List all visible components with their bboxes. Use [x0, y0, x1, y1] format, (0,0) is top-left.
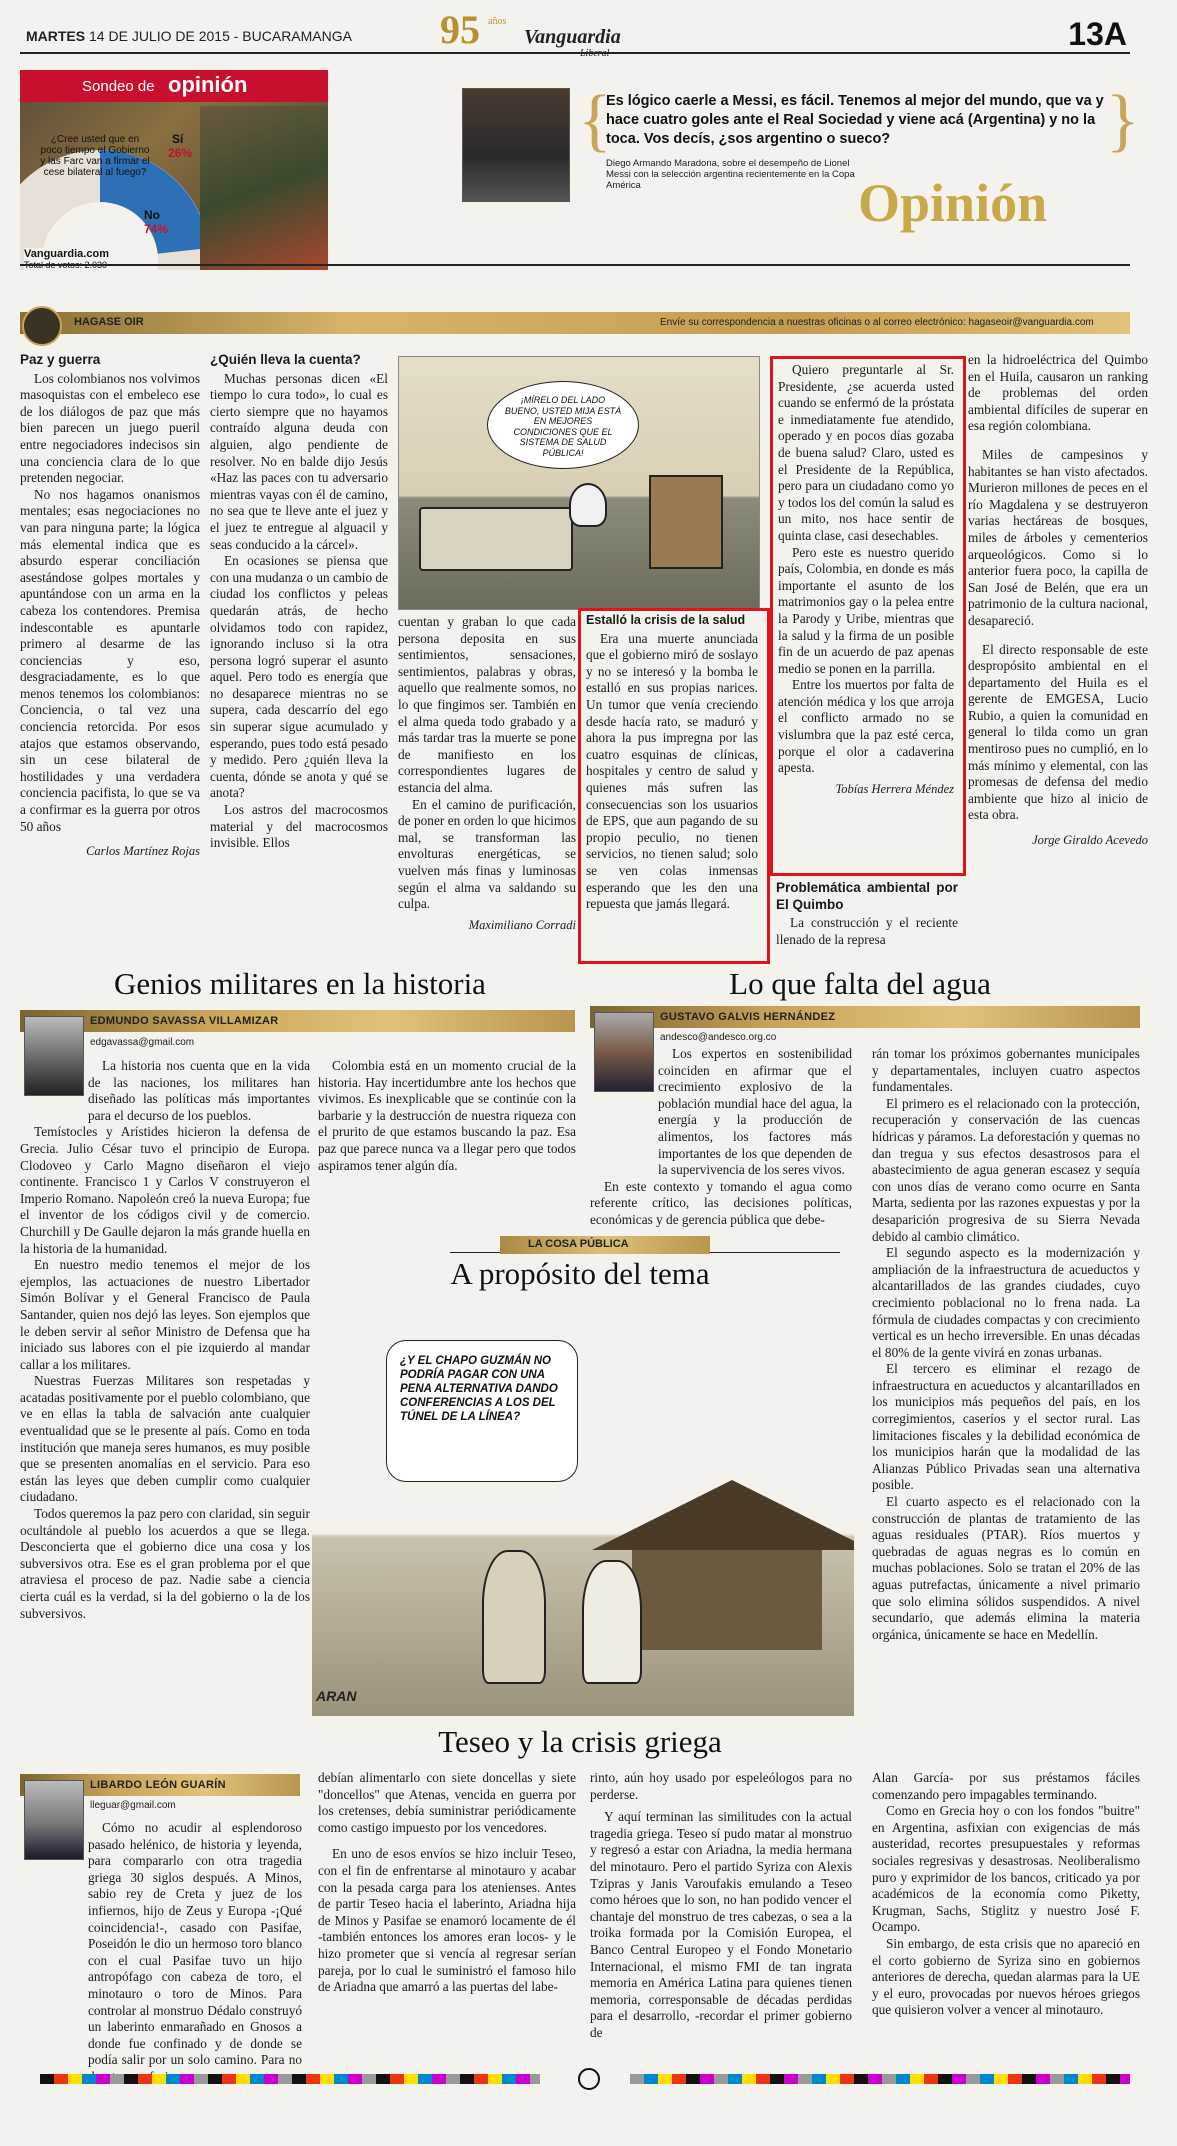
letter-paz-p1: Los colombianos nos volvimos masoquistas con el embeleco ese de los diálogos de paz que más bien parecen un juego pueril entre negociadores indecisos sin una conciencia clara de lo que pretenden negociar.	[20, 370, 200, 486]
letter-presidente-p3: Entre los muertos por falta de atención médica y los que arroja el conflicto armado no se vislumbra que la paz esté cerca, porque el olor a cadaverina apesta.	[778, 677, 954, 776]
teseo-col3-p2: Y aquí terminan las similitudes con la actual tragedia griega. Teseo sí pudo matar al monstruo y regresó a estar con Ariadna, la media hermana del minotauro. Pero el partido Syriza con Alexis Tzipras y Janis Varoufakis emulando a Teseo como héroes que lo son, no han podido vencer el chantaje del monstruo de tres cabezas, o sea a la troika formada por la Comisión Europea, el Banco Central Europeo y el Fondo Monetario Internacional, el mismo FMI de tan ingrata memoria en América Latina para quienes tienen memoria, corresponsable de décadas perdidas para el desarrollo, -recordar el primer gobierno de	[590, 1809, 852, 2040]
cartoon-chapo-person-left	[482, 1550, 546, 1684]
cartoon-salud-figure	[569, 483, 607, 527]
cartoon-chapo	[312, 1310, 854, 1716]
cartoon-salud	[398, 356, 760, 610]
hagase-oir-contact: Envíe su correspondencia a nuestras oficinas o al correo electrónico: hagaseoir@vanguardia.com	[660, 317, 1094, 328]
teseo-author-email: lleguar@gmail.com	[90, 1800, 176, 1811]
cartoon-chapo-person-right	[582, 1560, 642, 1684]
letter-quien-p2: En ocasiones se piensa que con una mudanza o un cambio de ciudad los conflictos y peleas quedarán atrás, de hecho olvidamos todo con rapidez, ignorando incluso si la otra persona logró superar el asunto aquel. Pero todo es energía que no desaparece mientras no se supera, cada descarrío del ego sin superar sigue acumulado y esperando, pues todo está pesado y medido. Pero ¿quién lleva la cuenta, dónde se anota y qué se anota?	[210, 553, 388, 801]
print-color-bar-right	[630, 2074, 1130, 2084]
logo-name: Vanguardia	[524, 26, 621, 48]
cosa-publica-label: LA COSA PÚBLICA	[528, 1238, 629, 1250]
poll-question: ¿Cree usted que en poco tiempo el Gobierno y las Farc van a firmar el cese bilateral al fuego?	[40, 134, 150, 178]
letter-paz-p2: No nos hagamos onanismos mentales; esas negociaciones no van para ninguna parte; la lógica más elemental indica que es absurdo esperar conciliación asestándose golpes mortales y apuntándose con un arma en la cabeza los contendores. Premisa indescontable es apuntarle primero al desarme de las conciencias y eso, desgraciadamente, es lo que menos tenemos los colombianos: Conciencia, o tal vez una conciencia retorcida. Por esos atajos que estamos observando, sin un cese bilateral de hostilidades y una verdadera conciencia pacifista, lo que se va a confirmar es la guerra por otros 50 años	[20, 486, 200, 834]
teseo-column-3	[590, 1770, 852, 2042]
logo-years: 95	[440, 7, 480, 52]
genios-column-1	[20, 1058, 310, 1622]
quote-text: Es lógico caerle a Messi, es fácil. Tenemos al mejor del mundo, que va y hace cuatro goles ante el Real Sociedad y viene acá (Argentina) y no la toca. Vos decís, ¿sos argentino o sueco?	[606, 93, 1104, 147]
page-number: 13A	[1068, 16, 1127, 52]
agua-col2-p1: rán tomar los próximos gobernantes municipales y departamentales, incluyen cuatro aspectos fundamentales.	[872, 1046, 1140, 1095]
poll-label-small: Sondeo de	[82, 78, 155, 95]
header-rule	[20, 52, 1130, 54]
header-date	[26, 28, 352, 44]
teseo-col2-p1: debían alimentarlo con siete doncellas y siete "doncellos" que Atenas, vencida en guerra por los cretenses, debía suministrar periódicamente como castigo impuesto por los vencedores.	[318, 1770, 576, 1835]
quote-attribution: Diego Armando Maradona, sobre el desempeño de Lionel Messi con la selección argentina recientemente en la Copa América	[606, 158, 855, 191]
agua-column-1	[590, 1046, 852, 1229]
letter-quimbo-signature: Jorge Giraldo Acevedo	[1032, 833, 1148, 848]
logo-anos: años	[488, 16, 507, 27]
letter-quimbo-cont-p1: en la hidroeléctrica del Quimbo en el Huila, causaron un ranking de problemas del orden ambiental difíciles de superar en esa región colombiana.	[968, 352, 1148, 434]
agua-col2-p4: El tercero es eliminar el rezago de infraestructura en acueductos y alcantarillados en los municipios más pequeños del país, en los corregimientos, caseríos y el sector rural. Las limitaciones fiscales y la debilidad económica de los municipios harán que la modalidad de las Alianzas Público Privadas sean una alternativa posible.	[872, 1361, 1140, 1493]
teseo-author-name: LIBARDO LEÓN GUARÍN	[90, 1779, 226, 1791]
section-rule	[20, 264, 1130, 266]
poll-no-value: 74%	[144, 222, 169, 236]
agua-title: Lo que falta del agua	[729, 966, 991, 1001]
teseo-col2-p2: En uno de esos envíos se hizo incluir Teseo, con el fin de enfrentarse al minotauro y acabar con la pesada carga para los atenienses. Antes de partir Teseo hacia el laberinto, Ariadna hija de Minos y Pasifae se enamoró locamente de él -también entonces los amores eran locos- y le hizo prometer que si vencía al regresar serían pareja, por lo cual le suministró el famoso hilo de Ariadna que amarró a las puertas del labe-	[318, 1846, 576, 1995]
letter-quimbo-cont-p2: Miles de campesinos y habitantes se han visto afectados. Murieron millones de peces en el río Magdalena y se destruyeron varias hectáreas de bosques, miles de árboles y cementerios arqueológicos. Como si lo anterior fuera poco, la capilla de San José de Belén, que era un patrimonio de la cultura nacional, desapareció.	[968, 446, 1148, 628]
registration-mark	[578, 2068, 600, 2090]
print-color-bar-left	[40, 2074, 540, 2084]
poll-yes-label: Sí	[172, 132, 184, 146]
letter-quimbo-heading: Problemática ambiental por El Quimbo	[776, 880, 958, 912]
cartoon-chapo-signature: ARAN	[316, 1688, 357, 1704]
letter-paz-signature: Carlos Martínez Rojas	[86, 844, 200, 859]
teseo-col4-p2: Como en Grecia hoy o con los fondos "buitre" en Argentina, asfixian con exigencias de más austeridad, recortes presupuestales y reformas sociales regresivas y desastrosas. Neoliberalismo puro y exprimidor de los bancos, criticado ya por académicos de la economía como Piketty, Krugman, Sachs, Stiglitz y nuestro José F. Ocampo.	[872, 1803, 1140, 1935]
teseo-column-1	[20, 1820, 302, 2086]
letter-presidente-p1: Quiero preguntarle al Sr. Presidente, ¿se acuerda usted cuando se enfermó de la próstata e inmediatamente fue atendido, operado y en pocos días gozaba de buena salud? Claro, usted es el Presidente de la República, pero para un ciudadano como yo y todos los del común la salud es un mito, nos hace sentir de quinta clase, casi desechables.	[778, 362, 954, 543]
letter-quimbo	[776, 880, 958, 948]
letter-presidente-signature: Tobías Herrera Méndez	[835, 781, 954, 796]
letter-quien-heading: ¿Quién lleva la cuenta?	[210, 352, 361, 367]
letter-salud-heading: Estalló la crisis de la salud	[586, 613, 746, 627]
cartoon-chapo-speech: ¿Y EL CHAPO GUZMÁN NO PODRÍA PAGAR CON UNA PENA ALTERNATIVA DANDO CONFERENCIAS A LOS DEL TÚNEL DE LA LÍNEA?	[400, 1355, 558, 1423]
genios-author-name: EDMUNDO SAVASSA VILLAMIZAR	[90, 1015, 279, 1027]
agua-col2-p3: El segundo aspecto es la modernización y ampliación de la infraestructura de acueductos y alcantarillados de las grandes ciudades, cuyo crecimiento poblacional no lo frena nada. La fórmula de ciudades compactas y con crecimiento vertical es un hecho irreversible. En unas décadas el 80% de la gente vivirá en zonas urbanas.	[872, 1245, 1140, 1360]
genios-col2-p1: Colombia está en un momento crucial de la historia. Hay incertidumbre ante los hechos que vivimos. Es inexplicable que se continúe con la barbarie y la destrucción de nuestra riqueza con el prurito de que estamos buscando la paz. Esa paz que parece nunca va a llegar pero que todos aspiramos tener algún día.	[318, 1058, 576, 1173]
maradona-photo	[462, 88, 570, 202]
letter-quimbo-p1: La construcción y el reciente llenado de la represa	[776, 915, 958, 947]
teseo-column-4	[872, 1770, 1140, 2019]
genios-p3: En nuestro medio tenemos el mejor de los ejemplos, las actuaciones de nuestro Libertador Simón Bolívar y el General Francisco de Paula Santander, quien nos dejó las leyes. Son ejemplos que le deben servir al señor Ministro de Defensa que ha iniciado sus labores con el pie izquierdo al mandar callar a los militares.	[20, 1257, 310, 1372]
poll-label-big: opinión	[168, 72, 248, 97]
letter-quien-continued	[398, 614, 576, 933]
teseo-col3-p1: rinto, aún hoy usado por espeleólogos para no perderse.	[590, 1770, 852, 1802]
genios-title: Genios militares en la historia	[114, 966, 486, 1001]
letter-estallo-salud	[586, 612, 758, 913]
agua-col2-p5: El cuarto aspecto es el relacionado con la construcción de plantas de tratamiento de las aguas residuales (PTAR). Ríos muertos y quebradas de aguas negras es lo común en muchas poblaciones. Solo se tratan el 20% de las aguas putrefactas, únicamente a nivel primario que solo elimina sólidos suspendidos. A nivel secundario, que además elimina la materia orgánica, únicamente se hace en Medellín.	[872, 1494, 1140, 1642]
agua-col2-p2: El primero es el relacionado con la protección, recuperación y conservación de las cuencas hídricas y páramos. La deforestación y quemas no dan tregua y sus efectos desastrosos para el abastecimiento de agua generan escasez y sequía con unos días de verano como ocurre en Santa Marta, sedienta por las razones expuestas y por la desaparición progresiva de su Sierra Nevada debido al cambio climático.	[872, 1095, 1140, 1244]
cartoon-salud-speech: ¡MÍRELO DEL LADO BUENO, USTED MIJA ESTÁ EN MEJORES CONDICIONES QUE EL SISTEMA DE SALUD PÚBLICA!	[504, 395, 622, 458]
header-date-text: MARTES 14 DE JULIO DE 2015 - BUCARAMANGA	[26, 28, 352, 44]
genios-p5: Todos queremos la paz pero con claridad, sin seguir ocultándole al pueblo los acuerdos a que se llega. Desconcierta que el gobierno dice una cosa y los subversivos otra. Ese es el gran problema por el que atraviesa el proceso de paz. Nadie sabe a ciencia cierta cuál es la verdad, si la del gobierno o la de los subversivos.	[20, 1506, 310, 1621]
agua-column-2	[872, 1046, 1140, 1643]
genios-p2: Temístocles y Arístides hicieron la defensa de Grecia. Julio César tuvo el principio de Europa. Clodoveo y Carlo Magno diseñaron el viejo continente. Francisco 1 y Carlos V construyeron el Imperio Romano. Napoleón creó la nueva Europa; fue el inventor de los códigos civil y de comercio. Churchill y De Gaulle dejaron la más grande huella en la historia de la humanidad.	[20, 1124, 310, 1256]
agua-p2: En este contexto y tomando el agua como referente crítico, las decisiones políticas, económicas y de gerencia pública que debe-	[590, 1178, 852, 1227]
letter-paz-y-guerra	[20, 352, 200, 860]
cartoon-chapo-roof	[592, 1480, 854, 1550]
teseo-column-2	[318, 1770, 576, 1996]
agua-author-name: GUSTAVO GALVIS HERNÁNDEZ	[660, 1011, 836, 1023]
hagase-oir-label: HAGASE OIR	[74, 316, 144, 328]
poll-site: Vanguardia.com	[24, 248, 109, 260]
letter-paz-heading: Paz y guerra	[20, 352, 101, 367]
poll-box	[20, 70, 328, 270]
header-date-weekday: MARTES	[26, 28, 86, 44]
teseo-title: Teseo y la crisis griega	[438, 1724, 722, 1759]
cartoon-salud-table	[649, 475, 723, 569]
letter-quimbo-continued	[968, 352, 1148, 849]
hagase-oir-icon	[22, 306, 62, 346]
cosa-publica-title: A propósito del tema	[450, 1256, 710, 1291]
agua-author-email: andesco@andesco.org.co	[660, 1032, 777, 1043]
cartoon-chapo-hut	[632, 1540, 822, 1650]
teseo-col4-p1: Alan García- por sus préstamos fáciles comenzando pero impagables terminando.	[872, 1770, 1140, 1802]
section-title: Opinión	[858, 173, 1048, 233]
letter-presidente	[778, 362, 954, 797]
letter-quien-p3: Los astros del macrocosmos material y del macrocosmos invisible. Ellos	[210, 802, 388, 851]
letter-presidente-p2: Pero este es nuestro querido país, Colombia, en donde es más importante el asunto de los matrimonios gay o la pelea entre la Parody y Uribe, mientras que la salud y la firma de un posible fin de un acuerdo de paz apenas medio se ponen en la parrilla.	[778, 544, 954, 676]
genios-p4: Nuestras Fuerzas Militares son respetadas y acatadas positivamente por el pueblo colombiano, que ve en ellas la tabla de salvación ante cualquier eventualidad que se le presente al país. Como en toda institución que maneja seres humanos, es muy posible que se presenten anomalías en el servicio. Para eso están las leyes que deben cumplir como cualquier ciudadano.	[20, 1373, 310, 1505]
letter-quien-cont-p2: En el camino de purificación, de poner en orden lo que hicimos mal, se transforman las envolturas energéticas, se vuelven más finas y luminosas según el alma va saldando su culpa.	[398, 796, 576, 912]
cartoon-salud-bed	[419, 507, 573, 571]
letter-quien-signature: Maximiliano Corradi	[468, 917, 576, 932]
genios-column-2	[318, 1058, 576, 1174]
letter-quien-p1: Muchas personas dicen «El tiempo lo cura todo», lo cual es cierto siempre que no hayamos contraído alguna deuda con alguien, algo pendiente de resolver. No en balde dijo Jesús «Haz las paces con tu adversario mientras vayas con él de camino, no sea que te lleve ante el juez y el juez te entregue al alguacil y seas conducido a la cárcel».	[210, 370, 388, 552]
letter-quimbo-cont-p3: El directo responsable de este despropósito ambiental en el departamento del Huila es el gerente de EMGESA, Lucio Rubio, a quien la comunidad en general lo tilda como un gran mentiroso pues no cumplió, en lo más mínimo y elemental, con las promesas de defensa del medio ambiente que hizo al inicio de esta obra.	[968, 641, 1148, 823]
teseo-p1: Cómo no acudir al esplendoroso pasado helénico, de historia y leyenda, para compararlo con otra tragedia griega 30 siglos después. A Minos, sabio rey de Creta y juez de los infiernos, hijo de Zeus y Europa -¡Qué coincidencia!-, casado con Pasifae, Poseidón le dio un hermoso toro blanco con el cual Pasifae tuvo un hijo antropófago con cabeza de toro, el minotauro o toro de Minos. Para controlar al monstruo Dédalo construyó un laberinto enmarañado en Gnosos a donde fue confinado y de donde se podía salir por un solo camino. Para no	[88, 1820, 302, 2068]
poll-yes-value: 26%	[168, 146, 193, 160]
letter-quien-lleva	[210, 352, 388, 852]
poll-no-label: No	[144, 208, 160, 222]
agua-p1: Los expertos en sostenibilidad coinciden en afirmar que el crecimiento explosivo de la población mundial hace del agua, la energía y la producción de alimentos, los factores más importantes de los que dependen de la supervivencia de los seres vivos.	[658, 1046, 852, 1178]
teseo-col4-p3: Sin embargo, de esta crisis que no apareció en el corto gobierno de Syriza sino en gobiernos anteriores de derecha, quedan alarmas para la UE y el euro, provocadas por nuevos héroes griegos que quisieron volver a vencer al minotauro.	[872, 1935, 1140, 2018]
quote-bracket-right: }	[1106, 82, 1140, 159]
genios-p1: La historia nos cuenta que en la vida de las naciones, los militares han diseñado las políticas más importantes para el decurso de los pueblos.	[88, 1058, 310, 1123]
letter-quien-cont-p1: cuentan y graban lo que cada persona deposita en sus sentimientos, sensaciones, sentimientos, palabras y obras, aquello que realmente somos, no lo que fingimos ser. También en el alma queda todo grabado y a más tardar tras la muerte se pone de manifiesto en los correspondientes lugares de estancia del alma.	[398, 614, 576, 795]
genios-author-email: edgavassa@gmail.com	[90, 1037, 195, 1048]
quote-bracket-left: {	[578, 82, 612, 159]
letter-salud-p1: Era una muerte anunciada que el gobierno miró de soslayo y no se interesó y la bomba le estalló en sus propias narices. Un tumor que venía creciendo desde hacía rato, se maduró y ahora la pus impregna por las cuatro esquinas de clínicas, hospitales y centro de salud y quienes más sufren las consecuencias son los usuarios de EPS, que aun pagando de su propio peculio, no tienen servicios, no tienen salud; solo se ven colas inmensas esperando que les den una repuesta que jamás llegará.	[586, 630, 758, 912]
poll-photo	[200, 106, 328, 270]
